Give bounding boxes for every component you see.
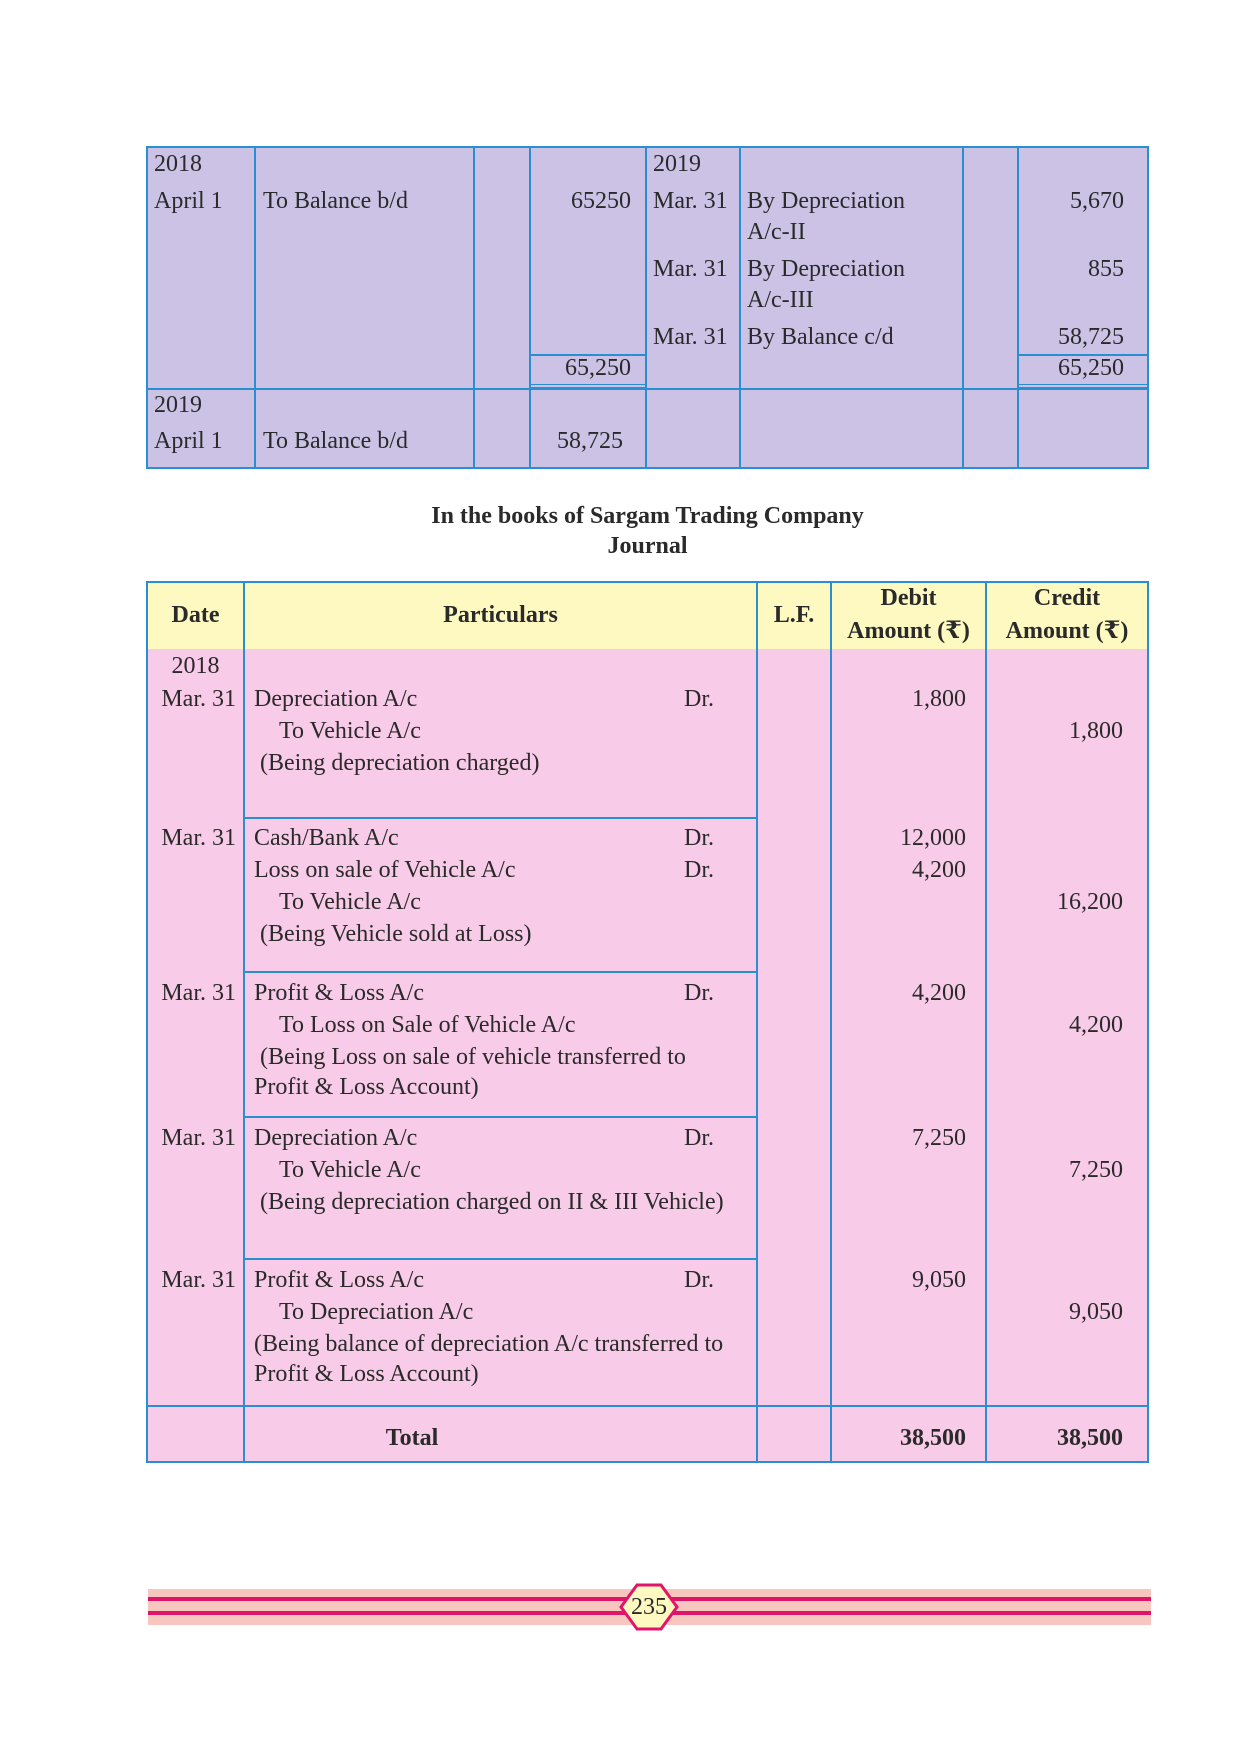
entry-narration: (Being depreciation charged) [260, 750, 540, 776]
col-header-lf: L.F. [773, 602, 815, 628]
ledger-date-right: Mar. 31 [653, 324, 728, 350]
ledger-date-left: April 1 [154, 188, 223, 214]
total-label: Total [385, 1425, 439, 1451]
col-header-date: Date [171, 602, 220, 628]
ledger-date-right: Mar. 31 [653, 256, 728, 282]
ledger-particulars-right: A/c-III [747, 287, 814, 313]
page-number: 235 [631, 1594, 667, 1620]
entry-debit-amount: 1,800 [912, 686, 966, 712]
col-header-particulars: Particulars [443, 602, 558, 628]
entry-credit-amount: 9,050 [1069, 1299, 1123, 1325]
entry-credit-amount: 7,250 [1069, 1157, 1123, 1183]
entry-date: Mar. 31 [161, 1125, 236, 1151]
entry-debit-account: Depreciation A/c [254, 1125, 418, 1151]
entry-narration: Profit & Loss Account) [254, 1074, 479, 1100]
ledger-particulars-right: By Depreciation [747, 256, 905, 282]
journal-year: 2018 [171, 653, 220, 679]
entry-credit-account: To Vehicle A/c [279, 718, 421, 744]
ledger-total-right: 65,250 [1058, 355, 1124, 381]
page-number-badge [617, 1583, 681, 1631]
ledger-date-bottom: April 1 [154, 428, 223, 454]
entry-dr-mark: Dr. [684, 1125, 714, 1151]
ledger-year-left: 2018 [154, 151, 202, 177]
entry-date: Mar. 31 [161, 1267, 236, 1293]
entry-dr-mark: Dr. [684, 980, 714, 1006]
journal-heading: Journal [607, 533, 688, 559]
ledger-year-right: 2019 [653, 151, 701, 177]
entry-credit-amount: 4,200 [1069, 1012, 1123, 1038]
total-debit: 38,500 [900, 1425, 966, 1451]
ledger-particulars-left: To Balance b/d [263, 188, 408, 214]
entry-credit-account: To Loss on Sale of Vehicle A/c [279, 1012, 576, 1038]
entry-date: Mar. 31 [161, 686, 236, 712]
ledger-particulars-right: A/c-II [747, 219, 806, 245]
entry-narration: (Being Loss on sale of vehicle transferred to [260, 1044, 686, 1070]
entry-dr-mark: Dr. [684, 857, 714, 883]
entry-credit-account: To Vehicle A/c [279, 889, 421, 915]
ledger-total-left: 65,250 [565, 355, 631, 381]
entry-debit-amount: 9,050 [912, 1267, 966, 1293]
ledger-amount-right: 58,725 [1058, 324, 1124, 350]
entry-narration: Profit & Loss Account) [254, 1361, 479, 1387]
ledger-particulars-right: By Depreciation [747, 188, 905, 214]
entry-debit-amount: 7,250 [912, 1125, 966, 1151]
entry-dr-mark: Dr. [684, 1267, 714, 1293]
entry-date: Mar. 31 [161, 825, 236, 851]
entry-credit-account: To Depreciation A/c [279, 1299, 474, 1325]
entry-credit-amount: 1,800 [1069, 718, 1123, 744]
col-header-debit: Debit [880, 585, 937, 611]
entry-debit-amount: 12,000 [900, 825, 966, 851]
entry-debit-account: Profit & Loss A/c [254, 980, 425, 1006]
ledger-particulars-bottom: To Balance b/d [263, 428, 408, 454]
entry-debit-amount: 4,200 [912, 980, 966, 1006]
entry-narration: (Being depreciation charged on II & III Vehicle) [260, 1189, 724, 1215]
entry-narration: (Being balance of depreciation A/c transferred to [254, 1331, 724, 1357]
entry-credit-amount: 16,200 [1057, 889, 1123, 915]
ledger-amount-bottom: 58,725 [557, 428, 623, 454]
entry-narration: (Being Vehicle sold at Loss) [260, 921, 532, 947]
ledger-amount-right: 855 [1088, 256, 1124, 282]
company-heading: In the books of Sargam Trading Company [431, 503, 864, 529]
entry-date: Mar. 31 [161, 980, 236, 1006]
entry-debit-account: Loss on sale of Vehicle A/c [254, 857, 516, 883]
entry-debit-amount: 4,200 [912, 857, 966, 883]
col-header-credit-amount: Amount (₹) [1005, 618, 1129, 644]
entry-dr-mark: Dr. [684, 825, 714, 851]
col-header-debit-amount: Amount (₹) [847, 618, 970, 644]
ledger-date-right: Mar. 31 [653, 188, 728, 214]
ledger-year-bottom: 2019 [154, 392, 202, 418]
ledger-amount-left: 65250 [571, 188, 631, 214]
col-header-credit: Credit [1033, 585, 1101, 611]
entry-credit-account: To Vehicle A/c [279, 1157, 421, 1183]
ledger-particulars-right: By Balance c/d [747, 324, 894, 350]
entry-debit-account: Depreciation A/c [254, 686, 418, 712]
total-credit: 38,500 [1057, 1425, 1123, 1451]
ledger-amount-right: 5,670 [1070, 188, 1124, 214]
entry-debit-account: Cash/Bank A/c [254, 825, 399, 851]
entry-debit-account: Profit & Loss A/c [254, 1267, 425, 1293]
entry-dr-mark: Dr. [684, 686, 714, 712]
